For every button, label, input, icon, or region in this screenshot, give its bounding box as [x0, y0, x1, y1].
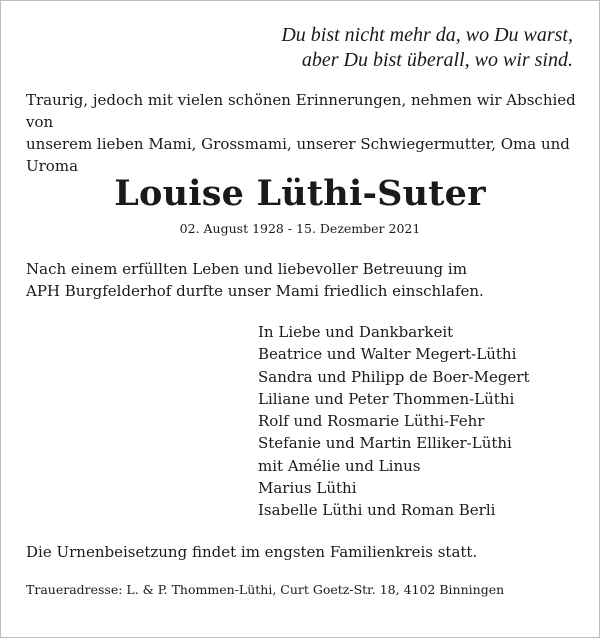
mourner-entry: Rolf und Rosmarie Lüthi-Fehr [258, 412, 485, 431]
mourner-entry: Liliane und Peter Thommen-Lüthi [258, 389, 515, 408]
intro-line: Uroma [26, 157, 79, 175]
deceased-name: Louise Lüthi-Suter [114, 173, 486, 214]
burial-notice: Die Urnenbeisetzung findet im engsten Familienkreis statt. [26, 543, 478, 561]
life-dates: 02. August 1928 - 15. Dezember 2021 [179, 221, 421, 236]
mourners-list [258, 321, 530, 522]
mourners-heading: In Liebe und Dankbarkeit [258, 323, 454, 341]
passing-line: Nach einem erfüllten Leben und liebevoller Betreuung im [26, 260, 467, 278]
mourner-entry: Beatrice und Walter Megert-Lüthi [258, 345, 517, 364]
mourning-address: Traueradresse: L. & P. Thommen-Lüthi, Curt Goetz-Str. 18, 4102 Binningen [26, 582, 505, 597]
intro-line: Traurig, jedoch mit vielen schönen Erinnerungen, nehmen wir Abschied von [26, 91, 576, 131]
intro-paragraph [26, 89, 576, 177]
quote-line: aber Du bist überall, wo wir sind. [301, 49, 573, 71]
intro-line: unserem lieben Mami, Grossmami, unserer Schwiegermutter, Oma und [26, 135, 570, 153]
mourner-entry: Sandra und Philipp de Boer-Megert [258, 367, 530, 386]
passing-line: APH Burgfelderhof durfte unser Mami friedlich einschlafen. [26, 282, 484, 300]
memorial-quote [281, 23, 573, 73]
quote-line: Du bist nicht mehr da, wo Du warst, [281, 24, 573, 46]
mourner-entry: Isabelle Lüthi und Roman Berli [258, 501, 496, 520]
passing-paragraph [26, 258, 576, 302]
mourner-entry: Stefanie und Martin Elliker-Lüthi [258, 434, 512, 453]
mourner-entry: mit Amélie und Linus [258, 456, 421, 475]
mourner-entry: Marius Lüthi [258, 479, 357, 498]
